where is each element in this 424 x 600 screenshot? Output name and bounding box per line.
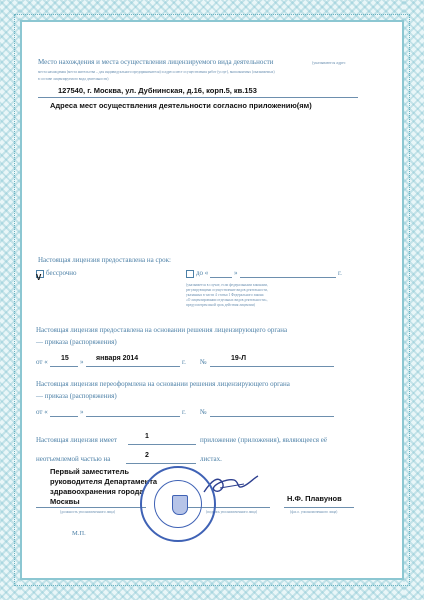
addresses-note: Адреса мест осуществления деятельности согласно приложению(ям) (50, 101, 312, 110)
term-label: Настоящая лицензия предоставлена на срок: (38, 256, 171, 264)
decision-month-year: января 2014 (96, 355, 139, 362)
moscow-emblem-icon (172, 495, 188, 515)
sheets-label: листах. (200, 455, 222, 463)
decision-number-line (210, 366, 334, 367)
term-note-1: (указывается в случае, если федеральными законами, (186, 283, 268, 287)
address-line (38, 97, 358, 98)
reissue-date-line (86, 416, 180, 417)
until-date-line (240, 277, 336, 278)
appendix-count-line (128, 444, 196, 445)
decision-day-line (50, 366, 78, 367)
reissue-day-line (50, 416, 78, 417)
until-prefix: до « (196, 269, 209, 277)
signatory-name: Н.Ф. Плавунов (287, 494, 342, 503)
sheets-line (126, 463, 196, 464)
term-note-3: указанных в части 4 статьи 1 Федерального закона (186, 293, 264, 297)
signatory-line-1: Первый заместитель (50, 467, 129, 476)
decision-sub: — приказа (распоряжения) (36, 338, 117, 346)
decision-number: 19-Л (231, 355, 247, 362)
integral-label: неотъемлемой частью на (36, 455, 111, 463)
location-note-3: в составе лицензируемого вида деятельности) (38, 77, 109, 81)
decision-number-label: № (200, 358, 207, 366)
signatory-line-2: руководителя Департамента (50, 477, 158, 486)
reissue-number-line (210, 416, 334, 417)
decision-date-line (86, 366, 180, 367)
until-year-suffix: г. (338, 269, 342, 277)
check-mark: V (36, 273, 42, 282)
reissue-from-label: от « (36, 408, 48, 416)
reissue-date-mid: » (80, 408, 84, 416)
until-mid: » (234, 269, 238, 277)
stamp-place-label: М.П. (72, 530, 86, 537)
address-text: 127540, г. Москва, ул. Дубнинская, д.16, корп.5, кв.153 (58, 86, 257, 95)
decision-day: 15 (61, 355, 69, 362)
signatory-line-3: здравоохранения города (50, 487, 144, 496)
decision-year-suffix: г. (182, 358, 186, 366)
location-title: Место нахождения и места осуществления лицензируемого вида деятельности (38, 58, 274, 66)
decision-from-label: от « (36, 358, 48, 366)
until-day-line (210, 277, 232, 278)
decision-date-mid: » (80, 358, 84, 366)
position-note: (должность уполномоченного лица) (60, 510, 116, 514)
term-note-2: регулирующими осуществление видов деятельности, (186, 288, 268, 292)
sheets-count: 2 (145, 452, 149, 459)
signatory-line-4: Москвы (50, 497, 80, 506)
appendix-count: 1 (145, 433, 149, 440)
appendix-has-label: Настоящая лицензия имеет (36, 436, 118, 444)
reissue-number-label: № (200, 408, 207, 416)
official-seal-icon (140, 466, 216, 542)
indefinite-label: бессрочно (46, 269, 77, 277)
seal-inner-ring (154, 480, 202, 528)
until-checkbox (186, 270, 194, 278)
reissue-text: Настоящая лицензия переоформлена на основании решения лицензирующего органа (36, 380, 290, 388)
name-line (284, 507, 354, 508)
appendix-label: приложение (приложения), являющееся её (200, 436, 327, 444)
signature-note: (подпись уполномоченного лица) (206, 510, 258, 514)
term-note-4: «О лицензировании отдельных видов деятельности», (186, 298, 268, 302)
location-note-2: места нахождения (места жительства – для индивидуального предпринимателя) и адреса мест осуществления работ (услуг), выполняемых (оказываемых) (38, 70, 275, 74)
reissue-sub: — приказа (распоряжения) (36, 392, 117, 400)
location-note-1: (указываются адрес (312, 60, 346, 65)
reissue-year-suffix: г. (182, 408, 186, 416)
decision-text: Настоящая лицензия предоставлена на основании решения лицензирующего органа (36, 326, 288, 334)
term-note-5: предусмотрен иной срок действия лицензии) (186, 303, 255, 307)
name-note: (ф.и.о. уполномоченного лица) (290, 510, 338, 514)
position-line (36, 507, 146, 508)
